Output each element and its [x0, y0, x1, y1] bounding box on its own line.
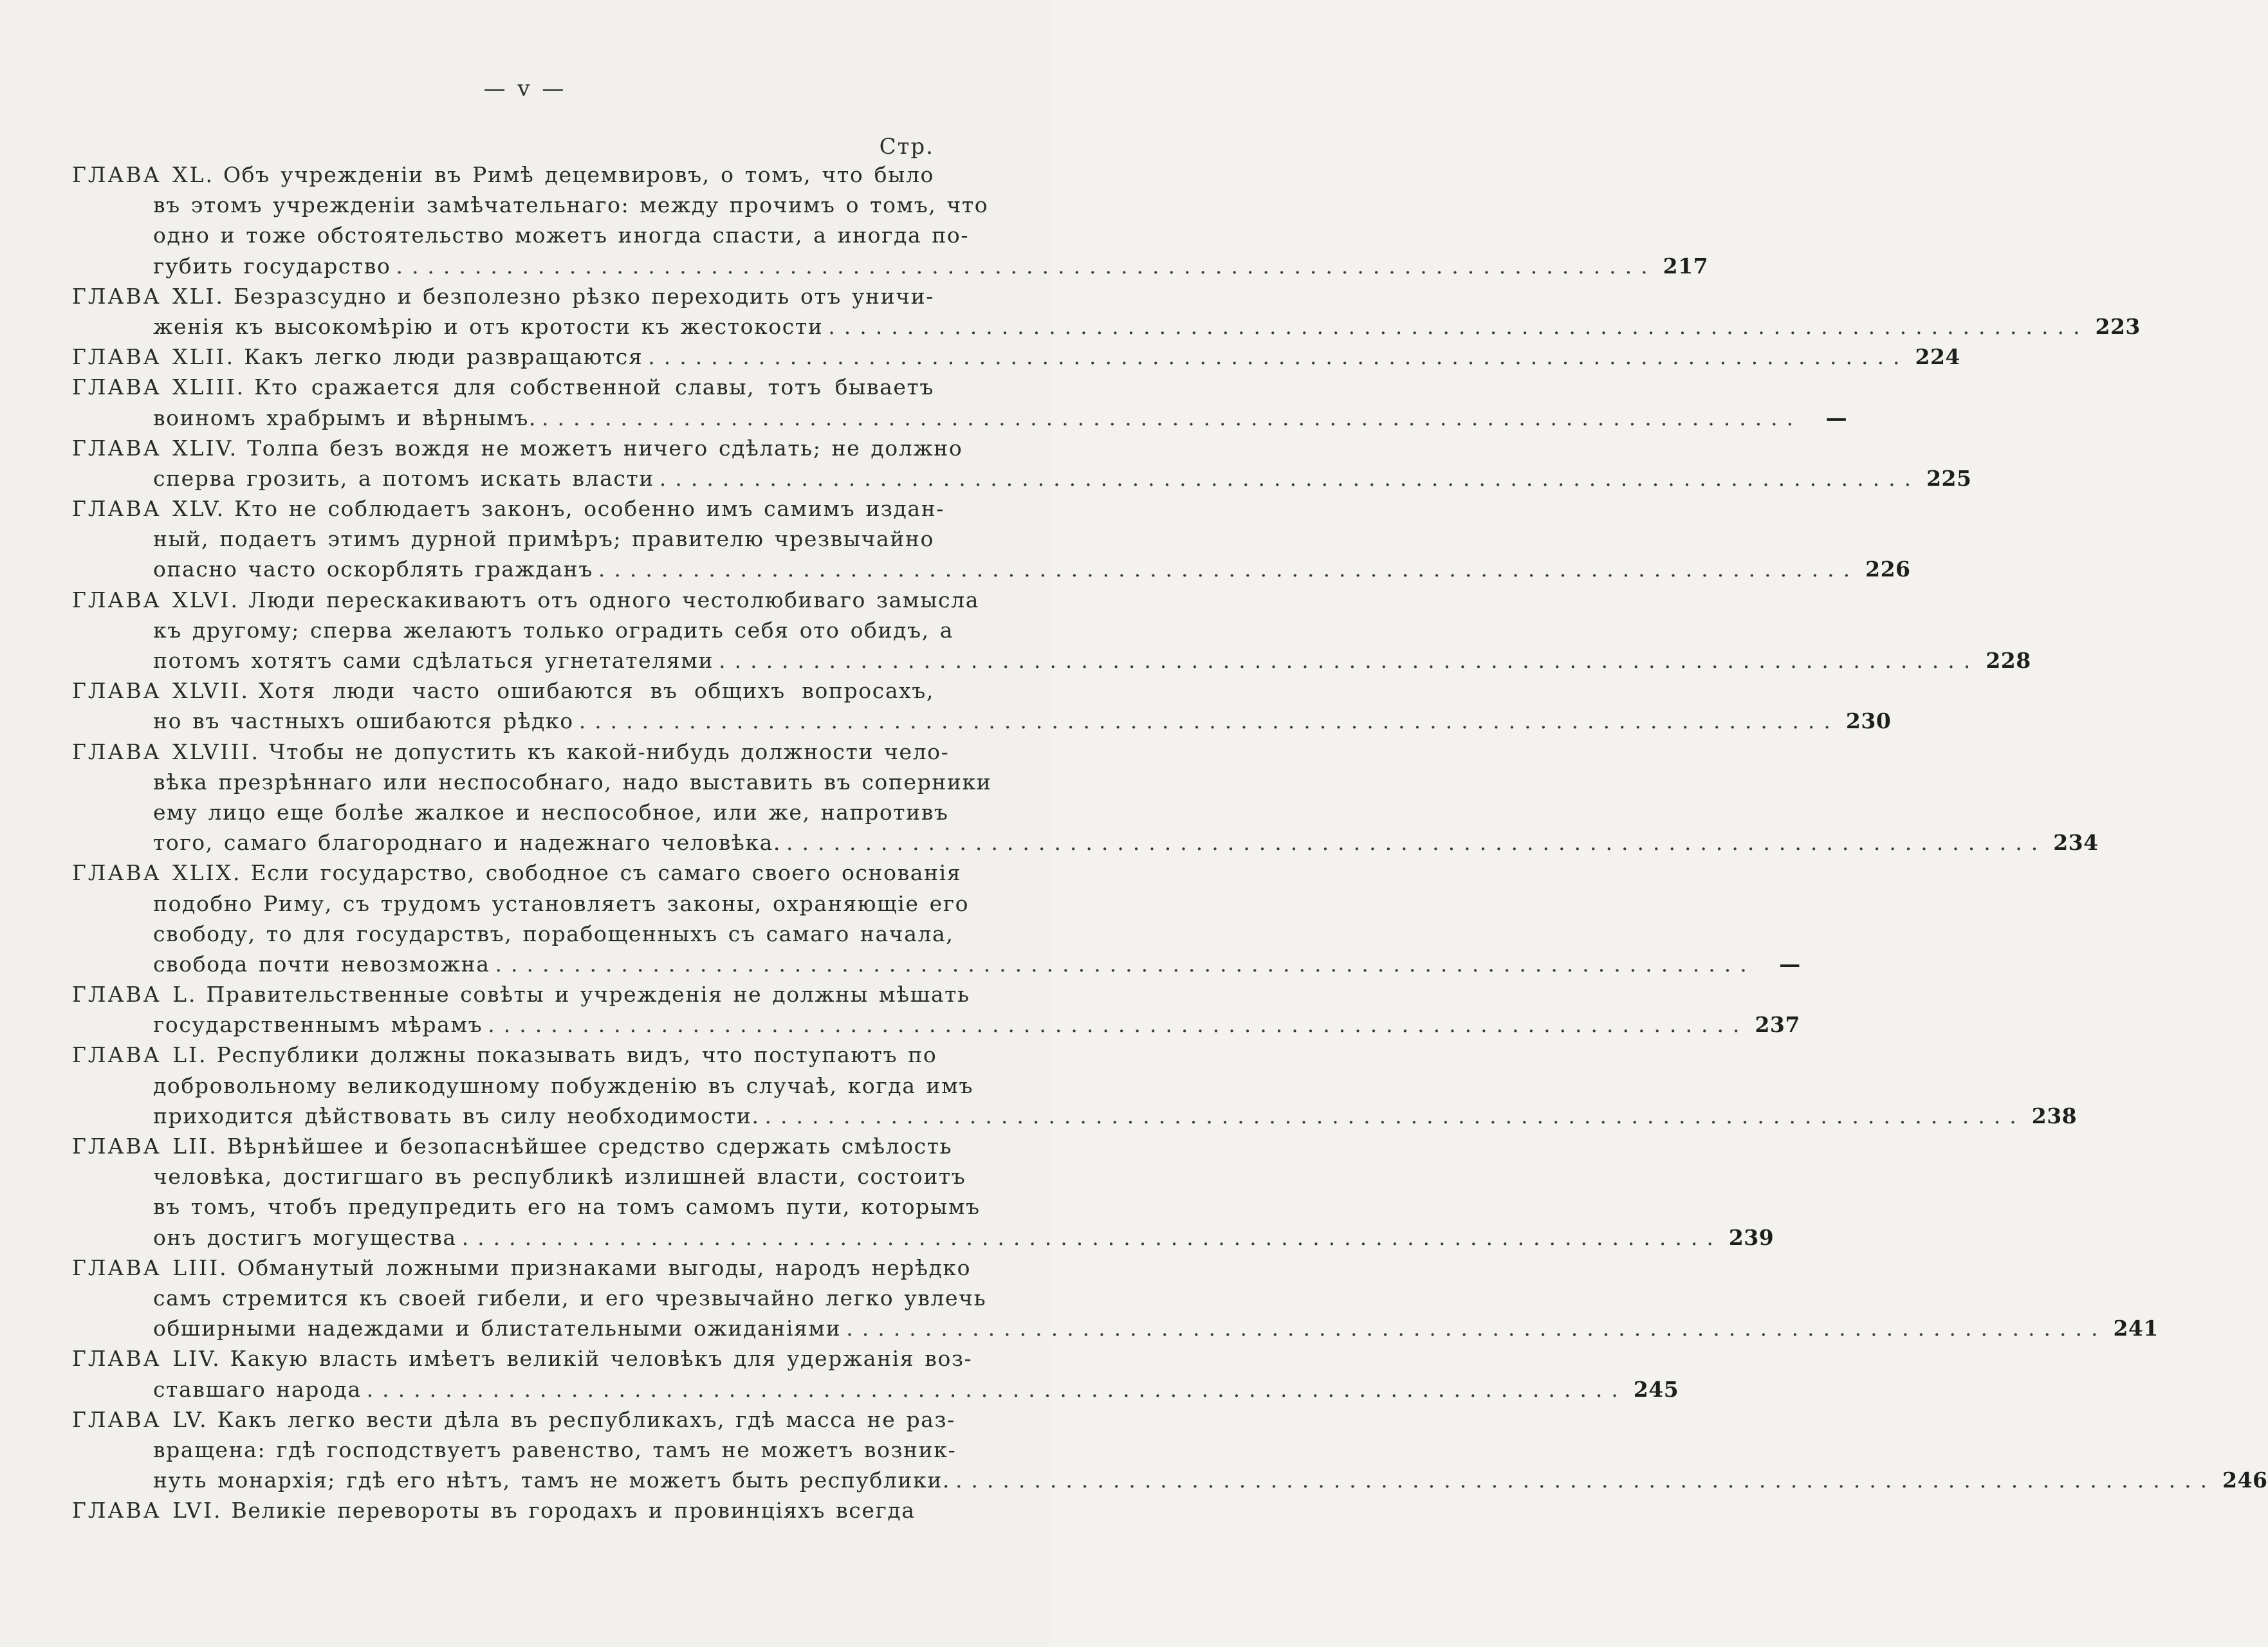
- page-number: 225: [1926, 465, 1972, 491]
- entry-title-text: Если государство, свободное съ самаго своего основанія: [250, 860, 962, 886]
- toc-entry: [72, 433, 1972, 493]
- toc-line: [72, 493, 945, 524]
- entry-title-text: обширными надеждами и блистательными ожиданіями: [153, 1316, 842, 1341]
- dot-leader: ................................................................................: [659, 465, 1921, 491]
- toc-entry: [72, 1343, 1679, 1404]
- entry-title-text: свобода почти невозможна: [153, 951, 490, 977]
- page-number: 238: [2031, 1103, 2078, 1128]
- toc-line: [72, 1343, 973, 1374]
- chapter-label: ГЛАВА XL.: [72, 162, 215, 187]
- dot-leader: ................................................................................: [495, 951, 1756, 977]
- entry-title-text: самъ стремится къ своей гибели, и его чрезвычайно легко увлечь: [153, 1285, 987, 1311]
- dot-leader: ................................................................................: [828, 313, 2089, 339]
- toc-line: [72, 1192, 981, 1222]
- dot-leader: ................................................................................: [846, 1316, 2107, 1341]
- entry-title-text: Какъ легко вести дѣла въ республикахъ, гдѣ масса не раз-: [217, 1406, 955, 1432]
- entry-title-text: но въ частныхъ ошибаются рѣдко: [153, 708, 574, 734]
- toc-line: [72, 919, 954, 949]
- toc-line: [72, 1495, 934, 1525]
- entry-title-text: къ другому; сперва желаютъ только оградить себя ото обидъ, а: [153, 617, 954, 643]
- chapter-label: ГЛАВА XLIV.: [72, 435, 239, 461]
- table-of-contents: [72, 160, 2268, 1525]
- dot-leader: ................................................................................: [764, 1103, 2025, 1128]
- toc-entry: [72, 1040, 2078, 1131]
- toc-line: [72, 676, 934, 706]
- page-number: 226: [1865, 557, 1911, 582]
- toc-line: [72, 1101, 2078, 1131]
- toc-line: [72, 251, 1709, 281]
- toc-line: [72, 1313, 2159, 1343]
- toc-entry: [72, 858, 1801, 979]
- entry-title-text: того, самаго благороднаго и надежнаго человѣка.: [153, 830, 782, 856]
- entry-title-text: сперва грозить, а потомъ искать власти: [153, 465, 654, 491]
- page-number: —: [1779, 951, 1801, 977]
- chapter-label: ГЛАВА LI.: [72, 1042, 208, 1068]
- dot-leader: ................................................................................: [541, 405, 1803, 430]
- entry-title-text: человѣка, достигшаго въ республикѣ излишней власти, состоитъ: [153, 1164, 966, 1190]
- chapter-label: ГЛАВА XLI.: [72, 283, 225, 309]
- dot-leader: ................................................................................: [648, 344, 1909, 370]
- page-number: —: [1825, 405, 1848, 430]
- dot-leader: ................................................................................: [461, 1224, 1722, 1250]
- entry-title-text: Правительственные совѣты и учрежденія не должны мѣшать: [206, 982, 970, 1008]
- entry-title-text: губить государство: [153, 253, 391, 279]
- entry-title-text: Кто сражается для собственной славы, тотъ бываетъ: [254, 374, 934, 400]
- toc-entry: [72, 1253, 2159, 1344]
- toc-entry: [72, 585, 2031, 676]
- chapter-label: ГЛАВА XLII.: [72, 344, 235, 370]
- toc-line: [72, 433, 963, 463]
- dot-leader: ................................................................................: [488, 1012, 1749, 1038]
- toc-line: [72, 190, 989, 220]
- entry-title-text: Безразсудно и безполезно рѣзко переходить отъ уничи-: [234, 283, 934, 309]
- toc-line: [72, 1222, 1775, 1253]
- toc-line: [72, 949, 1801, 979]
- toc-line: [72, 1040, 937, 1070]
- toc-entry: [72, 676, 1892, 736]
- toc-entry: [72, 493, 1911, 585]
- entry-title-text: государственнымъ мѣрамъ: [153, 1012, 483, 1038]
- chapter-label: ГЛАВА LVI.: [72, 1498, 223, 1523]
- page-number: 245: [1633, 1376, 1679, 1402]
- chapter-label: ГЛАВА XLIII.: [72, 374, 246, 400]
- toc-line: [72, 615, 954, 645]
- entry-title-text: добровольному великодушному побужденію въ случаѣ, когда имъ: [153, 1072, 974, 1098]
- entry-title-text: Люди перескакиваютъ отъ одного честолюбиваго замысла: [248, 587, 979, 612]
- entry-title-text: подобно Риму, съ трудомъ установляетъ законы, охраняющіе его: [153, 890, 970, 916]
- chapter-label: ГЛАВА XLIX.: [72, 860, 242, 886]
- toc-line: [72, 1283, 987, 1313]
- toc-line: [72, 1253, 972, 1283]
- toc-line: [72, 888, 970, 919]
- page-number: 246: [2222, 1468, 2268, 1493]
- entry-title-text: Объ учрежденіи въ Римѣ децемвировъ, о томъ, что было: [223, 162, 934, 187]
- dot-leader: ................................................................................: [719, 648, 1980, 673]
- entry-title-text: въ этомъ учрежденіи замѣчательнаго: между прочимъ о томъ, что: [153, 192, 989, 218]
- chapter-label: ГЛАВА LV.: [72, 1406, 208, 1432]
- toc-line: [72, 1374, 1679, 1404]
- dot-leader: ................................................................................: [366, 1376, 1627, 1402]
- chapter-label: ГЛАВА LIII.: [72, 1255, 228, 1280]
- page-number: 239: [1728, 1224, 1775, 1250]
- toc-line: [72, 311, 2141, 342]
- entry-title-text: Вѣрнѣйшее и безопаснѣйшее средство сдержать смѣлость: [226, 1134, 953, 1159]
- dot-leader: ................................................................................: [598, 557, 1859, 582]
- toc-entry: [72, 160, 1709, 281]
- entry-title-text: Чтобы не допустить къ какой-нибудь должности чело-: [269, 739, 950, 764]
- chapter-label: ГЛАВА LIV.: [72, 1346, 221, 1372]
- entry-title-text: ный, подаетъ этимъ дурной примѣръ; правителю чрезвычайно: [153, 526, 934, 552]
- dot-leader: ................................................................................: [786, 830, 2047, 856]
- entry-title-text: женія къ высокомѣрію и отъ кротости къ жестокости: [153, 313, 824, 339]
- entry-title-text: Хотя люди часто ошибаются въ общихъ вопросахъ,: [259, 678, 934, 704]
- entry-title-text: одно и тоже обстоятельство можетъ иногда спасти, а иногда по-: [153, 223, 970, 248]
- entry-title-text: приходится дѣйствовать въ силу необходимости.: [153, 1103, 760, 1128]
- page-number-header: — v —: [483, 76, 567, 102]
- toc-entry: [72, 1495, 934, 1525]
- toc-entry: [72, 342, 1960, 372]
- entry-title-text: Обманутый ложными признаками выгоды, народъ нерѣдко: [237, 1255, 972, 1280]
- dot-leader: ................................................................................: [396, 253, 1657, 279]
- toc-entry: [72, 372, 1848, 432]
- page-number: 241: [2113, 1316, 2159, 1341]
- entry-title-text: Великіе перевороты въ городахъ и провинціяхъ всегда: [231, 1498, 916, 1523]
- entry-title-text: Какую власть имѣетъ великій человѣкъ для удержанія воз-: [230, 1346, 973, 1372]
- toc-line: [72, 342, 1960, 372]
- entry-title-text: опасно часто оскорблять гражданъ: [153, 557, 593, 582]
- toc-line: [72, 403, 1848, 433]
- toc-entry: [72, 281, 2141, 342]
- toc-line: [72, 767, 992, 797]
- toc-entry: [72, 737, 2099, 858]
- chapter-label: ГЛАВА XLVII.: [72, 678, 250, 704]
- toc-line: [72, 1161, 966, 1192]
- entry-title-text: Толпа безъ вождя не можетъ ничего сдѣлать; не должно: [247, 435, 963, 461]
- toc-line: [72, 1071, 974, 1101]
- toc-line: [72, 827, 2099, 858]
- toc-line: [72, 1465, 2268, 1495]
- toc-line: [72, 797, 949, 827]
- entry-title-text: ставшаго народа: [153, 1376, 362, 1402]
- toc-line: [72, 160, 934, 190]
- toc-line: [72, 1404, 955, 1435]
- entry-title-text: нуть монархія; гдѣ его нѣтъ, тамъ не можетъ быть республики.: [153, 1468, 950, 1493]
- chapter-label: ГЛАВА XLV.: [72, 496, 226, 522]
- toc-line: [72, 979, 970, 1009]
- dot-leader: ................................................................................: [955, 1468, 2217, 1493]
- toc-line: [72, 372, 934, 402]
- entry-title-text: ему лицо еще болѣе жалкое и неспособное, или же, напротивъ: [153, 799, 949, 825]
- page-number: 224: [1915, 344, 1960, 370]
- toc-line: [72, 1009, 1800, 1040]
- toc-line: [72, 645, 2031, 676]
- toc-line: [72, 554, 1911, 584]
- entry-title-text: вѣка презрѣннаго или неспособнаго, надо выставить въ соперники: [153, 769, 992, 795]
- toc-line: [72, 585, 979, 615]
- chapter-label: ГЛАВА XLVIII.: [72, 739, 261, 764]
- entry-title-text: онъ достигъ могущества: [153, 1224, 457, 1250]
- page-number: 234: [2053, 830, 2099, 856]
- chapter-label: ГЛАВА XLVI.: [72, 587, 239, 612]
- toc-line: [72, 281, 934, 311]
- entry-title-text: Республики должны показывать видъ, что поступаютъ по: [216, 1042, 937, 1068]
- page-number: 228: [1986, 648, 2031, 673]
- toc-line: [72, 737, 950, 767]
- chapter-label: ГЛАВА LII.: [72, 1134, 218, 1159]
- toc-entry: [72, 1404, 2268, 1496]
- page-number: 237: [1755, 1012, 1800, 1038]
- entry-title-text: свободу, то для государствъ, порабощенныхъ съ самаго начала,: [153, 921, 954, 946]
- toc-entry: [72, 979, 1800, 1040]
- toc-line: [72, 1435, 957, 1465]
- page-number: 230: [1845, 708, 1892, 734]
- entry-title-text: Какъ легко люди развращаются: [244, 344, 643, 370]
- entry-title-text: воиномъ храбрымъ и вѣрнымъ.: [153, 405, 537, 430]
- toc-line: [72, 220, 970, 250]
- page-number: 223: [2095, 313, 2141, 339]
- toc-line: [72, 1131, 953, 1161]
- dot-leader: ................................................................................: [578, 708, 1839, 734]
- toc-line: [72, 706, 1892, 736]
- page-number: 217: [1663, 253, 1709, 279]
- toc-line: [72, 524, 934, 554]
- toc-line: [72, 463, 1972, 493]
- entry-title-text: вращена: гдѣ господствуетъ равенство, тамъ не можетъ возник-: [153, 1437, 957, 1462]
- chapter-label: ГЛАВА L.: [72, 982, 198, 1008]
- entry-title-text: Кто не соблюдаетъ законъ, особенно имъ самимъ издан-: [234, 496, 945, 522]
- entry-title-text: въ томъ, чтобъ предупредить его на томъ самомъ пути, которымъ: [153, 1194, 981, 1220]
- page-column-label: Стр.: [879, 134, 934, 160]
- toc-entry: [72, 1131, 1775, 1253]
- entry-title-text: потомъ хотятъ сами сдѣлаться угнетателями: [153, 648, 714, 673]
- toc-line: [72, 858, 962, 888]
